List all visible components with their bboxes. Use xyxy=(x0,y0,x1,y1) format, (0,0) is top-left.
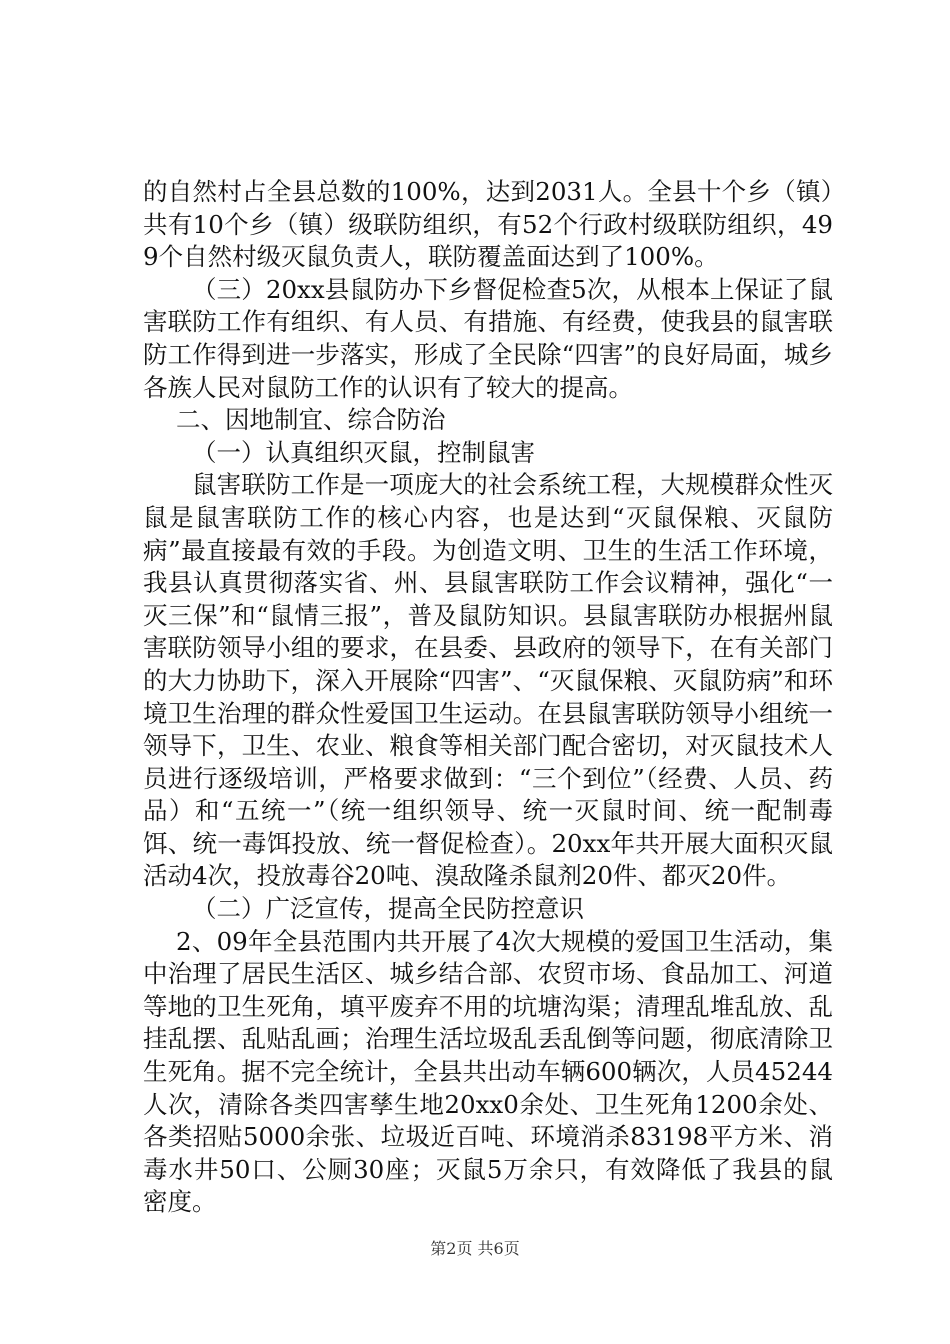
page-footer: 第2页 共6页 xyxy=(430,1239,520,1258)
section-heading-2: 二、因地制宜、综合防治 xyxy=(176,405,446,435)
subsection-heading-1: （一）认真组织灭鼠，控制鼠害 xyxy=(192,437,535,467)
paragraph-continuation: 的自然村占全县总数的100%，达到2031人。全县十个乡（镇）共有10个乡（镇）级联防组织，有52个行政村级联防组织，499个自然村级灭鼠负责人，联防覆盖面达到了100%。 xyxy=(143,177,833,272)
subsection-heading-2: （二）广泛宣传，提高全民防控意识 xyxy=(192,894,584,924)
paragraph-sanitation-campaign: 2、09年全县范围内共开展了4次大规模的爱国卫生活动，集中治理了居民生活区、城乡结合部、农贸市场、食品加工、河道等地的卫生死角，填平废弃不用的坑塘沟渠；清理乱堆乱放、乱挂乱摆、乱贴乱画；治理生活垃圾乱丢乱倒等问题，彻底清除卫生死角。据不完全统计，全县共出动车辆600辆次，人员45244人次，清除各类四害孳生地20xx0余处、卫生死角1200余处、各类招贴5000余张、垃圾近百吨、环境消杀83198平方米、消毒水井50口、公厕30座；灭鼠5万余只，有效降低了我县的鼠密度。 xyxy=(143,926,833,1217)
paragraph-inspection: （三）20xx县鼠防办下乡督促检查5次，从根本上保证了鼠害联防工作有组织、有人员、有措施、有经费，使我县的鼠害联防工作得到进一步落实，形成了全民除“四害”的良好局面，城乡各族人民对鼠防工作的认识有了较大的提高。 xyxy=(143,274,833,402)
paragraph-rodent-control: 鼠害联防工作是一项庞大的社会系统工程，大规模群众性灭鼠是鼠害联防工作的核心内容，也是达到“灭鼠保粮、灭鼠防病”最直接最有效的手段。为创造文明、卫生的生活工作环境，我县认真贯彻落实省、州、县鼠害联防工作会议精神，强化“一灭三保”和“鼠情三报”，普及鼠防知识。县鼠害联防办根据州鼠害联防领导小组的要求，在县委、县政府的领导下，在有关部门的大力协助下，深入开展除“四害”、“灭鼠保粮、灭鼠防病”和环境卫生治理的群众性爱国卫生运动。在县鼠害联防领导小组统一领导下，卫生、农业、粮食等相关部门配合密切，对灭鼠技术人员进行逐级培训，严格要求做到：“三个到位”（经费、人员、药品）和“五统一”（统一组织领导、统一灭鼠时间、统一配制毒饵、统一毒饵投放、统一督促检查）。20xx年共开展大面积灭鼠活动4次，投放毒谷20吨、溴敌隆杀鼠剂20件、都灭20件。 xyxy=(143,470,833,891)
document-body xyxy=(143,176,833,1219)
